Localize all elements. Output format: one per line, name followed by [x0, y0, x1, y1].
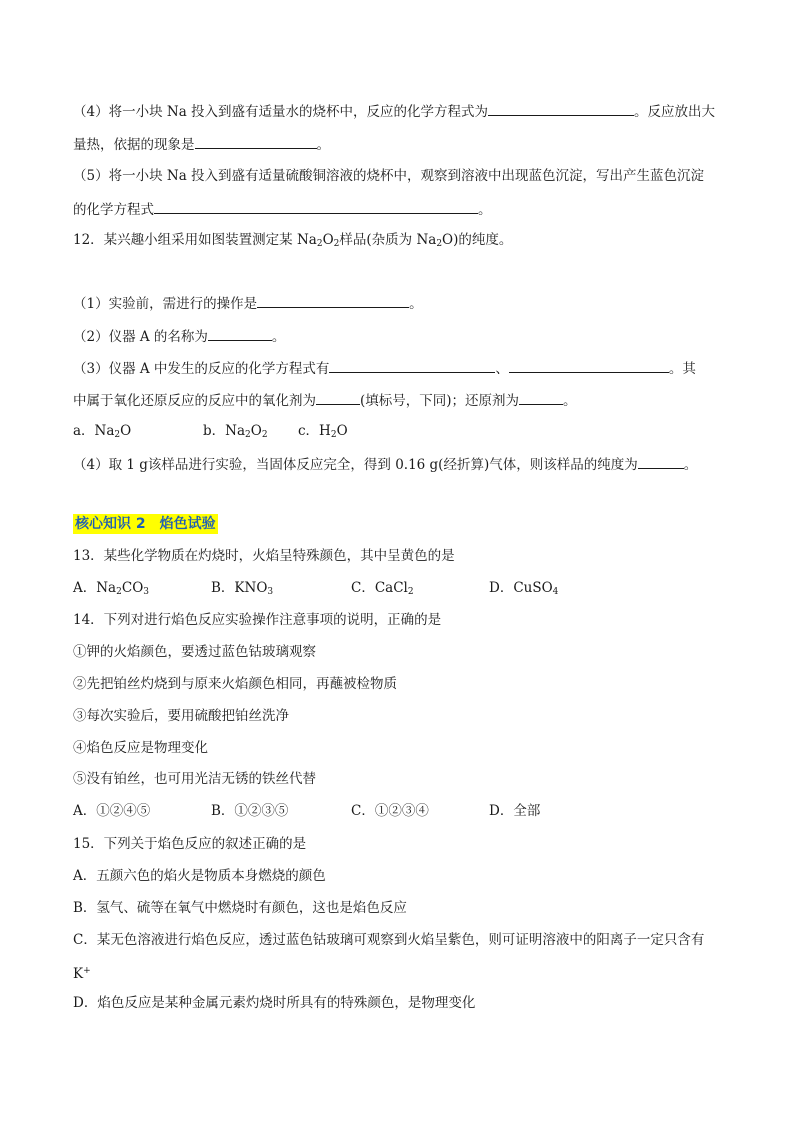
option-label: c．H	[298, 423, 331, 439]
q12-part1-text: （1）实验前，需进行的操作是	[73, 296, 258, 312]
q12-options	[73, 421, 348, 445]
punct: 、	[495, 361, 509, 377]
q12-option-c[interactable]	[298, 421, 348, 445]
q12-part1	[73, 292, 423, 314]
q13-options	[73, 578, 558, 602]
punct: 。	[409, 296, 423, 312]
option-label: D．CuSO	[489, 580, 553, 596]
subscript: 2	[261, 430, 268, 440]
option-label: C．CaCl	[351, 580, 408, 596]
answer-blank[interactable]	[329, 357, 495, 373]
option-label: K	[73, 966, 84, 982]
q14-option-b[interactable]: B．①②③⑤	[211, 803, 289, 819]
q12-part3-text3: (填标号，下同)；还原剂为	[360, 393, 520, 409]
option-label: CO	[121, 580, 144, 596]
q14-statement	[73, 642, 316, 662]
answer-blank[interactable]	[488, 100, 634, 116]
q14-statement-2: ②先把铂丝灼烧到与原来火焰颜色相同，再蘸被检物质	[73, 676, 397, 692]
q14-statement-5: ⑤没有铂丝，也可用光洁无锈的铁丝代替	[73, 771, 316, 787]
q12-part2-text: （2）仪器 A 的名称为	[73, 329, 208, 345]
subscript: 2	[116, 587, 122, 597]
subscript: 3	[267, 587, 274, 597]
q12-part3-line1	[73, 357, 696, 379]
q14-statement-1: ①钾的火焰颜色，要透过蓝色钴玻璃观察	[73, 644, 316, 660]
q11-part4-line2	[73, 133, 330, 155]
q14-option-a[interactable]: A．①②④⑤	[73, 803, 151, 819]
section-heading-label: 核心知识 2	[75, 516, 146, 532]
answer-blank[interactable]	[519, 389, 563, 405]
punct: 。	[563, 393, 577, 409]
subscript: 2	[316, 239, 323, 249]
q13-option-d[interactable]	[489, 578, 558, 602]
q11-part4-text2: 量热，依据的现象是	[73, 137, 195, 153]
q15-stem-text: 15．下列关于焰色反应的叙述正确的是	[73, 836, 307, 852]
answer-blank[interactable]	[638, 453, 684, 469]
superscript: +	[83, 966, 91, 976]
option-label: A．五颜六色的焰火是物质本身燃烧的颜色	[73, 868, 326, 884]
q11-part5-line2	[73, 198, 492, 220]
q11-part4-line1	[73, 100, 715, 122]
q12-stem	[73, 230, 512, 254]
q12-option-b[interactable]	[203, 421, 298, 445]
q12-option-a[interactable]	[73, 421, 203, 445]
option-label: B．KNO	[211, 580, 268, 596]
subscript: 2	[330, 430, 337, 440]
subscript: 2	[245, 430, 251, 440]
q12-stem-o: O	[322, 232, 334, 248]
q14-option-d[interactable]: D．全部	[489, 803, 541, 819]
section-heading	[73, 514, 218, 534]
q15-option-a[interactable]	[73, 866, 326, 886]
q15-option-b[interactable]	[73, 898, 407, 918]
q14-statement	[73, 674, 397, 694]
q13-stem-text: 13．某些化学物质在灼烧时，火焰呈特殊颜色，其中呈黄色的是	[73, 548, 455, 564]
subscript: 4	[552, 587, 559, 597]
q14-statement	[73, 738, 208, 758]
punct: 。	[478, 202, 492, 218]
answer-blank[interactable]	[509, 357, 669, 373]
q14-statement	[73, 706, 289, 726]
subscript: 2	[333, 239, 340, 249]
q11-part4-text-cont: 。反应放出大	[634, 104, 716, 120]
q11-part5-line1	[73, 166, 704, 186]
q12-part4	[73, 453, 697, 475]
punct: 。	[271, 329, 286, 345]
option-label: O	[336, 423, 348, 439]
answer-blank[interactable]	[208, 325, 272, 341]
option-label: O	[250, 423, 262, 439]
q14-option-c[interactable]: C．①②③④	[351, 803, 429, 819]
q14-stem-text: 14．下列对进行焰色反应实验操作注意事项的说明，正确的是	[73, 612, 442, 628]
q14-statement	[73, 769, 316, 789]
subscript: 2	[436, 239, 443, 249]
q14-statement-3: ③每次实验后，要用硫酸把铂丝洗净	[73, 708, 289, 724]
option-label: b．Na	[203, 423, 246, 439]
answer-blank[interactable]	[195, 133, 317, 149]
q12-part3-line2	[73, 389, 577, 411]
q13-option-a[interactable]	[73, 578, 211, 602]
q15-stem	[73, 834, 306, 854]
q14-options	[73, 801, 540, 821]
answer-blank[interactable]	[257, 292, 409, 308]
option-label: O	[120, 423, 132, 439]
punct: 。	[683, 457, 698, 473]
punct: 。	[316, 137, 330, 153]
q12-part3-text2: 中属于氧化还原反应的反应中的氧化剂为	[73, 393, 316, 409]
option-label: C．某无色溶液进行焰色反应，透过蓝色钴玻璃可观察到火焰呈紫色，则可证明溶液中的阳离子一定只含有	[73, 932, 705, 948]
q11-part5-text2: 的化学方程式	[73, 202, 154, 218]
q12-part3-text: （3）仪器 A 中发生的反应的化学方程式有	[73, 361, 330, 377]
q12-stem-text2: 样品(杂质为 Na	[339, 232, 437, 248]
q13-stem	[73, 546, 455, 566]
q12-part3-text-cont: 。其	[668, 361, 696, 377]
option-label: a．Na	[73, 423, 115, 439]
q12-part4-text: （4）取 1 g该样品进行实验，当固体反应完全，得到 0.16 g(经折算)气体，则该样品的纯度为	[73, 457, 638, 473]
answer-blank[interactable]	[154, 198, 478, 214]
q15-option-c[interactable]	[73, 930, 704, 950]
q13-option-c[interactable]	[351, 578, 489, 602]
option-label: B．氢气、硫等在氧气中燃烧时有颜色，这也是焰色反应	[73, 900, 407, 916]
q15-option-d[interactable]	[73, 993, 475, 1013]
q12-stem-text3: O)的纯度。	[442, 232, 513, 248]
q11-part5-text: （5）将一小块 Na 投入到盛有适量硫酸铜溶液的烧杯中，观察到溶液中出现蓝色沉淀，写出产生蓝色沉淀	[73, 168, 705, 184]
q13-option-b[interactable]	[211, 578, 351, 602]
q12-stem-text: 12．某兴趣小组采用如图装置测定某 Na	[73, 232, 317, 248]
subscript: 2	[407, 587, 414, 597]
q11-part4-text: （4）将一小块 Na 投入到盛有适量水的烧杯中，反应的化学方程式为	[73, 104, 489, 120]
q15-option-c-cont	[73, 961, 91, 984]
q14-statement-4: ④焰色反应是物理变化	[73, 740, 208, 756]
subscript: 2	[114, 430, 121, 440]
option-label: A．Na	[73, 580, 117, 596]
section-heading-title: 焰色试验	[159, 516, 216, 532]
answer-blank[interactable]	[316, 389, 360, 405]
option-label: D．焰色反应是某种金属元素灼烧时所具有的特殊颜色，是物理变化	[73, 995, 476, 1011]
q14-stem	[73, 610, 441, 630]
subscript: 3	[143, 587, 149, 597]
q12-part2	[73, 325, 285, 347]
